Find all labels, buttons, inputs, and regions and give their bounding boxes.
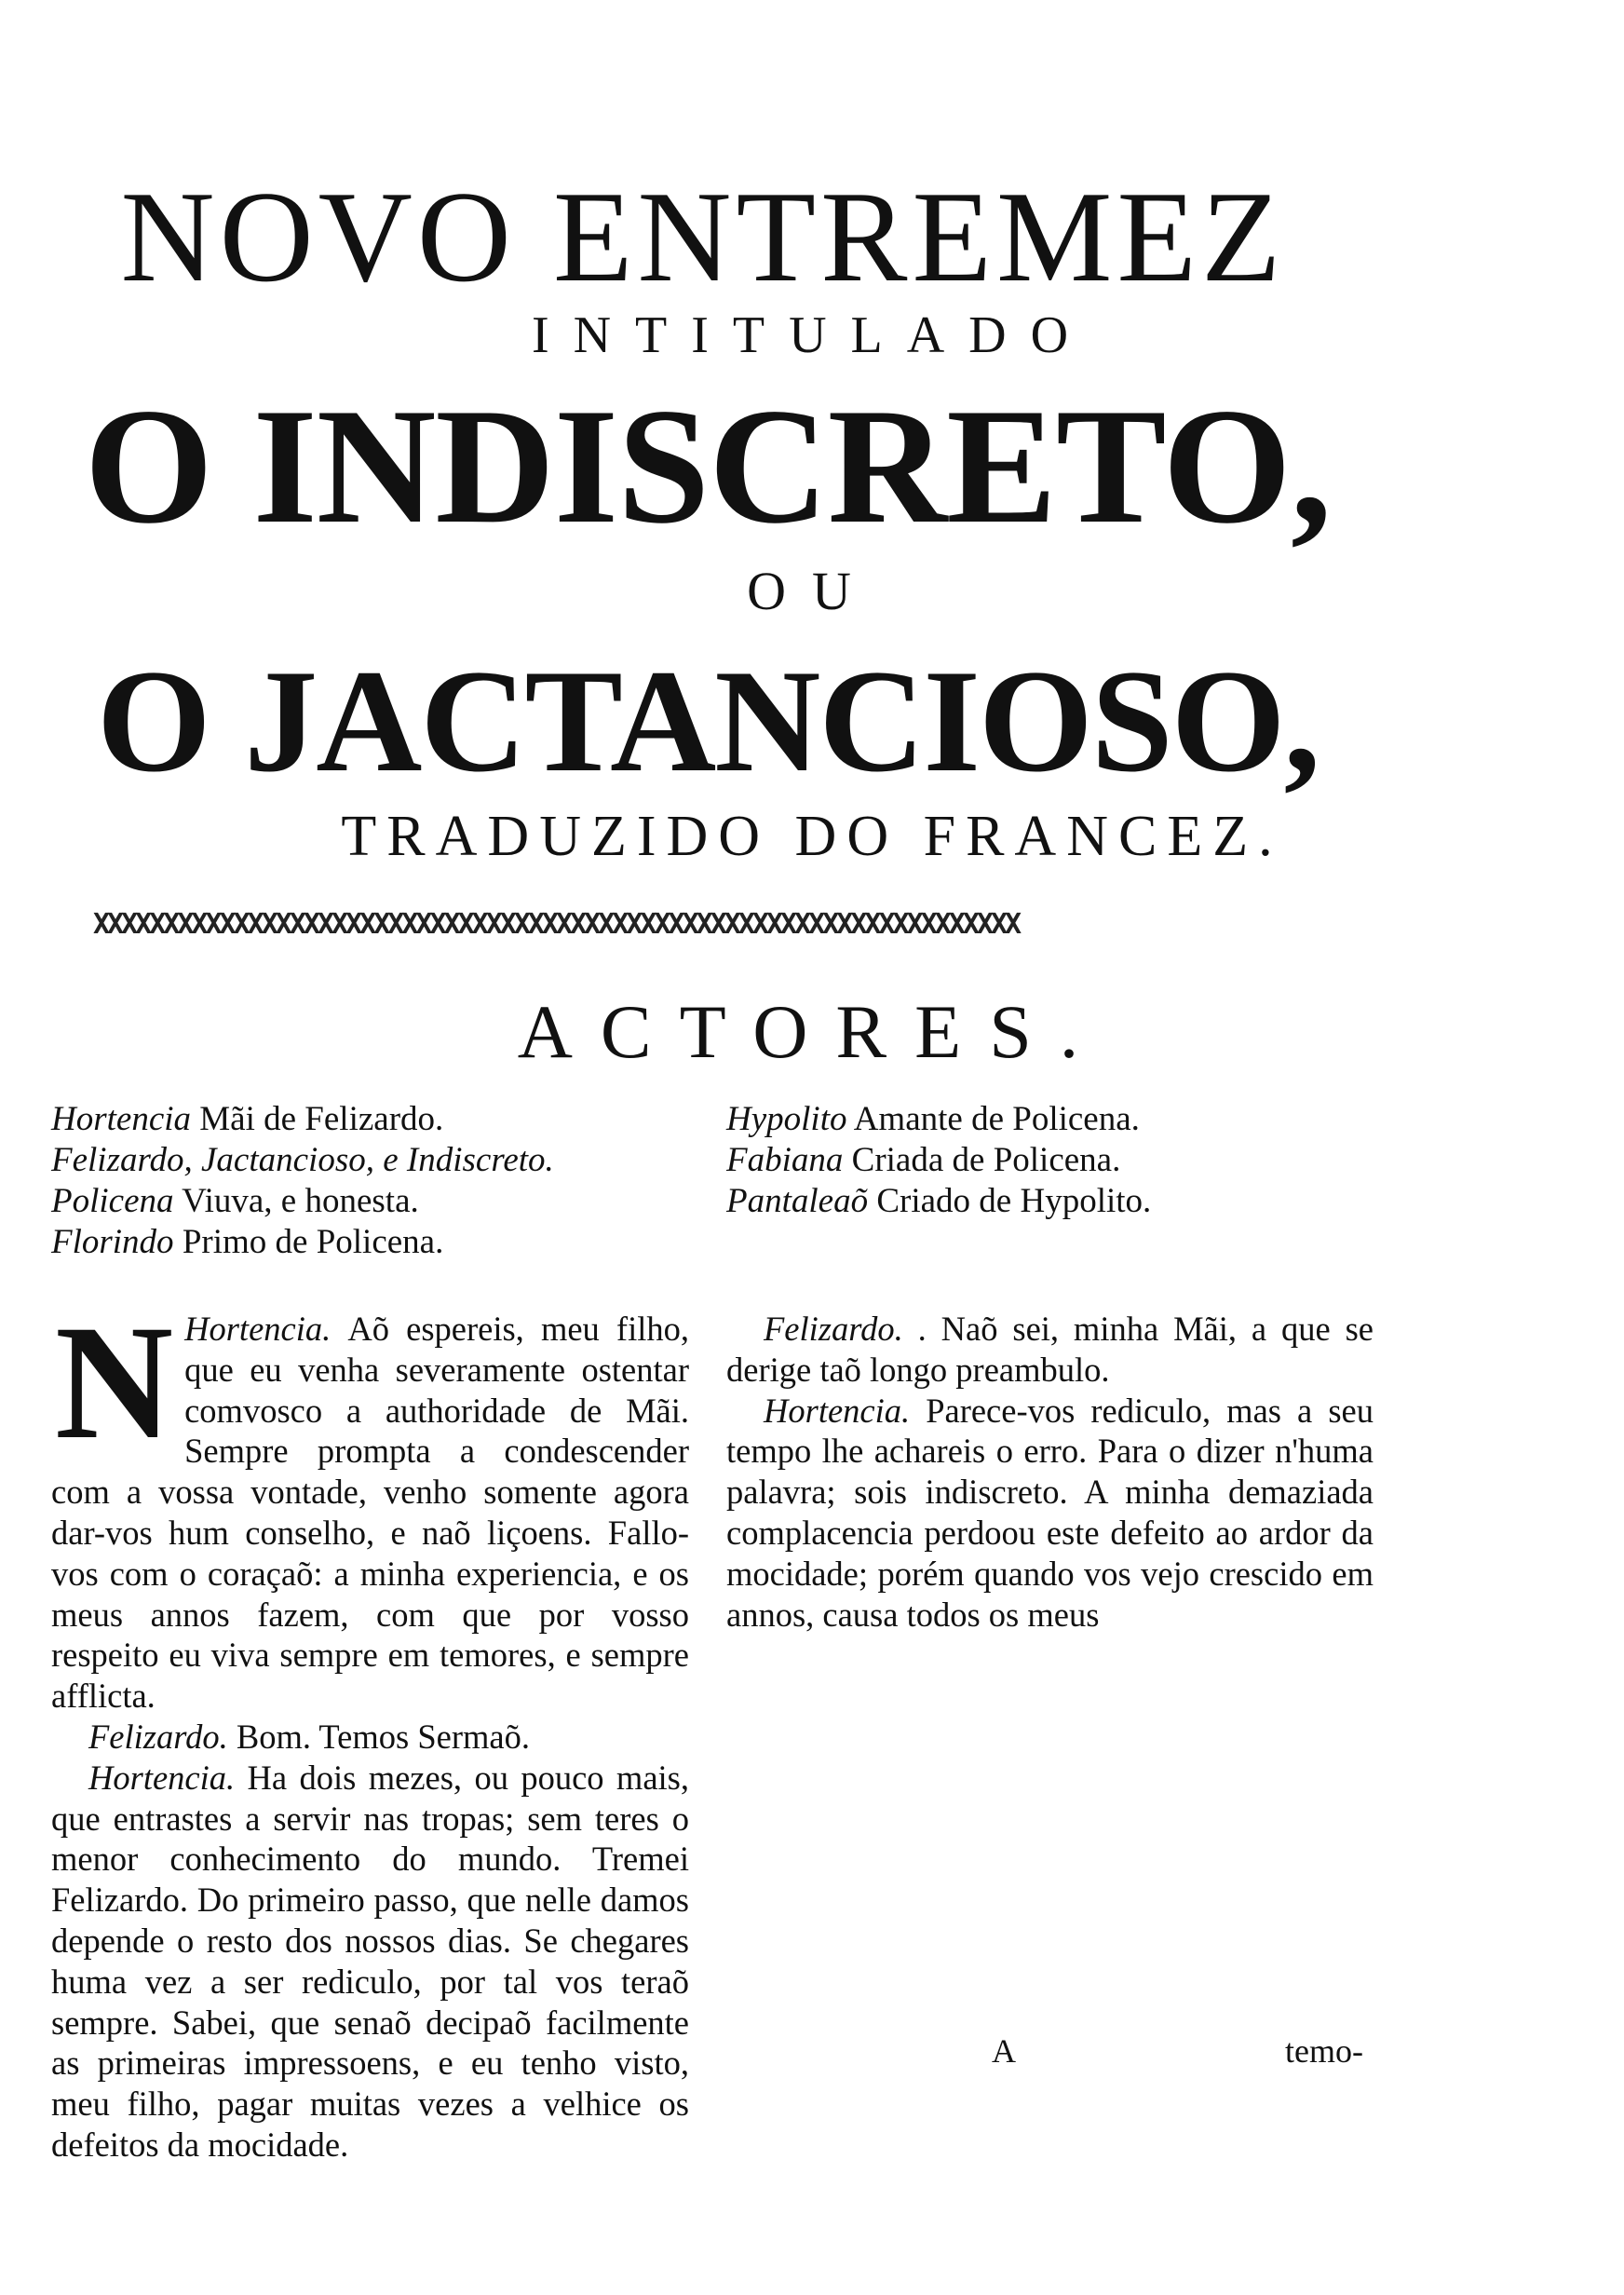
ornamental-rule: XXXXXXXXXXXXXXXXXXXXXXXXXXXXXXXXXXXXXXXXXXXXXXXXXXXXXXXXXXXXXXXXXX [93,908,1020,941]
cast-name: Hypolito [726,1100,847,1138]
dialogue-text: Aõ espereis, meu filho, que eu venha severamente ostentar comvosco a authoridade de Mãi. Sempre prompta a condescender com a vossa vontade, venho somente agora dar-vos hum conselho, e naõ liçoens. Fallo-vos com o coraçaõ: a minha experiencia, e os meus annos fazem, com que por vosso respeito eu viva sempre em temores, e sempre afflicta. [51,1310,689,1716]
cast-name: Felizardo, Jactancioso, e Indiscreto. [51,1141,554,1179]
cast-description: Mãi de Felizardo. [199,1100,444,1138]
cast-name: Florindo [51,1223,174,1261]
dialogue-paragraph [51,1758,689,2166]
cast-entry [51,1099,703,1140]
actores-heading: ACTORES. [517,989,1107,1074]
catchword: temo- [1285,2032,1363,2070]
cast-list-right [726,1099,1397,1222]
page-footer [726,2030,1378,2077]
cast-name: Fabiana [726,1141,844,1179]
signature-mark: A [992,2032,1016,2070]
cast-entry [51,1140,703,1181]
cast-description: Amante de Policena. [853,1100,1140,1138]
title-line-o-jactancioso: O JACTANCIOSO, [96,640,1320,803]
speaker-name: Felizardo. [764,1310,903,1348]
title-line-traduzido: TRADUZIDO DO FRANCEZ. [341,805,1283,868]
cast-name: Hortencia [51,1100,192,1138]
cast-description: Viuva, e honesta. [182,1182,419,1220]
dialogue-text: . Naõ sei, minha Mãi, a que se derige taõ longo preambulo. [726,1310,1374,1389]
speaker-name: Hortencia. [184,1310,332,1348]
speaker-name: Hortencia. [764,1391,911,1430]
cast-entry [726,1181,1397,1222]
title-line-ou: OU [747,561,877,621]
title-line-o-indiscreto: O INDISCRETO, [84,373,1332,558]
dialogue-paragraph [726,1391,1374,1636]
speaker-name: Hortencia. [88,1758,236,1797]
speaker-name: Felizardo. [88,1717,228,1756]
text-column-right [726,1309,1374,1635]
dialogue-paragraph [51,1717,689,1758]
cast-list-left [51,1099,703,1263]
cast-description: Criada de Policena. [851,1141,1121,1179]
dialogue-text: Bom. Temos Sermaõ. [236,1717,530,1756]
cast-entry [51,1222,703,1263]
cast-description: Criado de Hypolito. [876,1182,1152,1220]
drop-cap: N [55,1292,174,1473]
text-column-left [51,1292,689,2166]
cast-entry [726,1140,1397,1181]
dialogue-paragraph [726,1309,1374,1391]
cast-name: Policena [51,1182,174,1220]
cast-entry [726,1099,1397,1140]
dialogue-text: Parece-vos rediculo, mas a seu tempo lhe achareis o erro. Para o dizer n'huma palavra; sois indiscreto. A minha demaziada complacencia perdoou este defeito ao ardor da mocidade; porém quando vos vejo crescido em annos, causa todos os meus [726,1391,1374,1634]
cast-name: Pantaleaõ [726,1182,869,1220]
dialogue-text: Ha dois mezes, ou pouco mais, que entrastes a servir nas tropas; sem teres o menor conhecimento do mundo. Tremei Felizardo. Do primeiro passo, que nelle damos depende o resto dos nossos dias. Se chegares huma vez a ser rediculo, por tal vos teraõ sempre. Sabei, que senaõ decipaõ facilmente as primeiras impressoens, e eu tenho visto, meu filho, pagar muitas vezes a velhice os defeitos da mocidade. [51,1758,689,2164]
title-line-intitulado: INTITULADO [531,306,1093,364]
title-line-novo-entremez: NOVO ENTREMEZ [120,165,1286,309]
cast-description: Primo de Policena. [182,1223,444,1261]
dialogue-paragraph [51,1292,689,1717]
cast-entry [51,1181,703,1222]
